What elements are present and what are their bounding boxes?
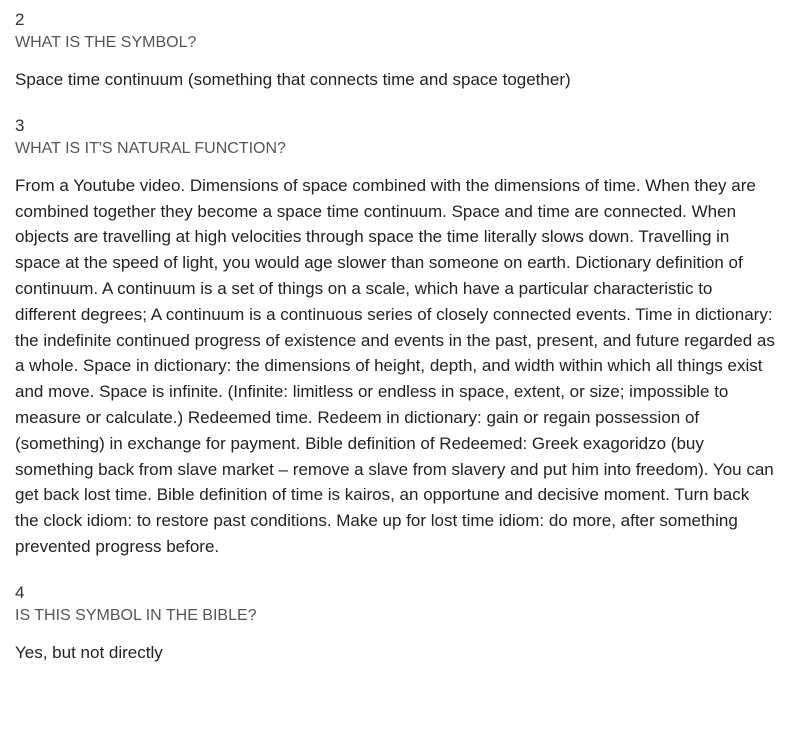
section-question: WHAT IS THE SYMBOL? [15,34,197,51]
section-answer: Space time continuum (something that connects time and space together) [15,70,571,89]
section-question: WHAT IS IT'S NATURAL FUNCTION? [15,139,286,157]
section-number: 4 [15,582,25,602]
section-3 [15,115,775,560]
section-answer: From a Youtube video. Dimensions of space combined with the dimensions of time. When they are combined together they become a space time continuum. Space and time are connected. When objects are travelling at high velocities through space the time literally slows down. Travelling in space at the speed of light, you would age slower than someone on earth. Dictionary definition of continuum. A continuum is a set of things on a scale, which have a particular characteristic to different degrees; A continuum is a continuous series of closely connected events. Time in dictionary: the indefinite continued progress of existence and events in the past, present, and future regarded as a whole. Space in dictionary: the dimensions of height, depth, and width within which all things exist and move. Space is infinite. (Infinite: limitless or endless in space, extent, or size; impossible to measure or calculate.) Redeemed time. Redeem in dictionary: gain or regain possession of (something) in exchange for payment. Bible definition of Redeemed: Greek exagoridzo (buy something back from slave market – remove a slave from slavery and put him into freedom). You can get back lost time. Bible definition of time is kairos, an opportune and decisive moment. Turn back the clock idiom: to restore past conditions. Make up for lost time idiom: do more, after something prevented progress before. [15,175,775,556]
section-2 [15,9,775,93]
section-question: IS THIS SYMBOL IN THE BIBLE? [15,606,257,624]
section-number: 3 [15,115,25,135]
section-answer: Yes, but not directly [15,642,163,662]
section-number: 2 [15,10,25,29]
section-4 [15,582,775,666]
